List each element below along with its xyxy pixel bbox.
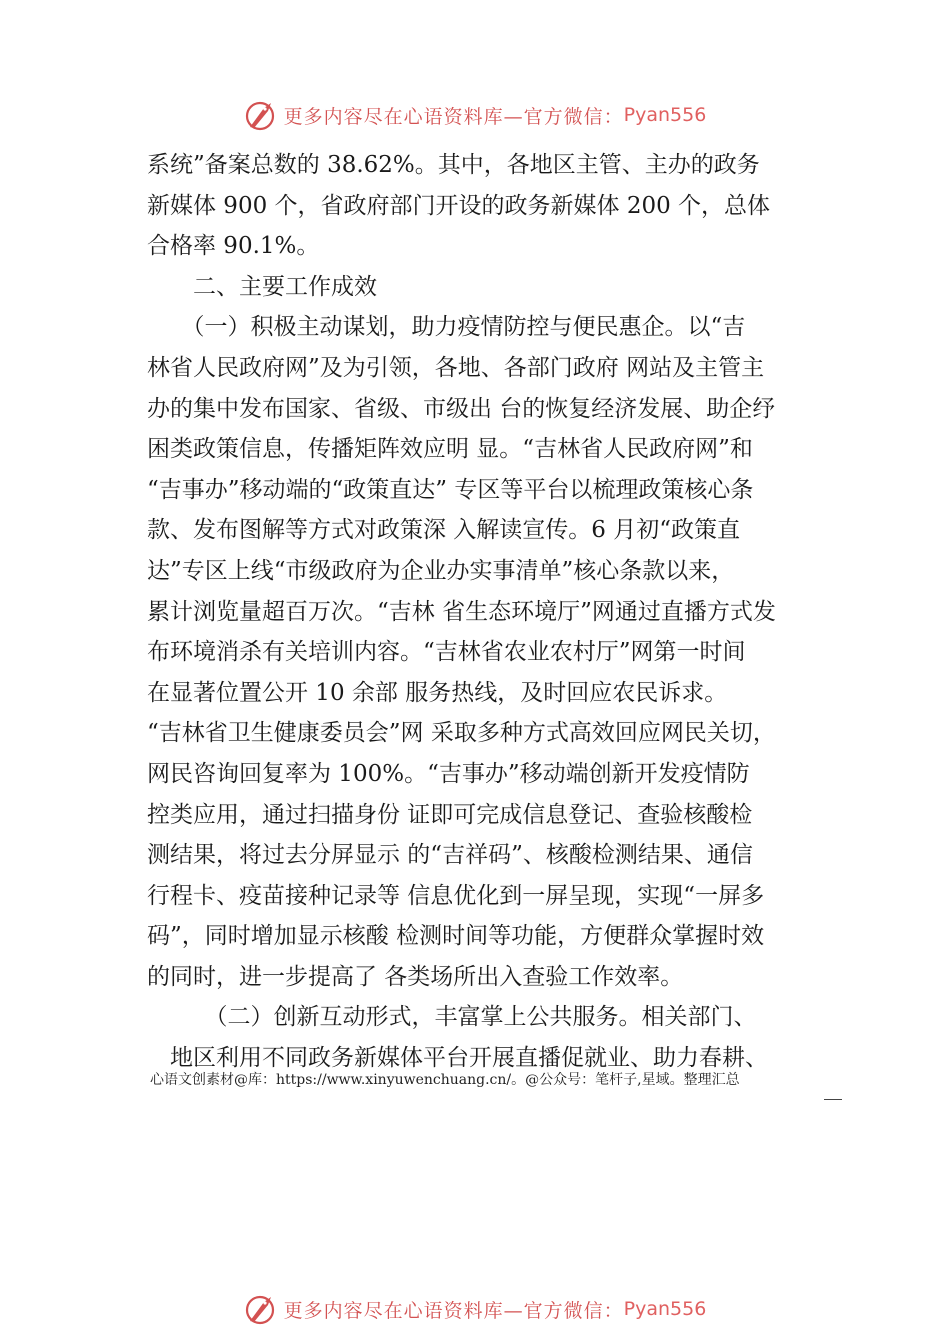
header-banner xyxy=(0,95,950,135)
footer-rule xyxy=(824,1099,842,1100)
text-line: 新媒体 900 个，省政府部门开设的政务新媒体 200 个，总体 xyxy=(147,192,771,219)
text-line: 累计浏览量超百万次。“吉林 省生态环境厅”网通过直播方式发 xyxy=(147,598,776,625)
text-line: 在显著位置公开 10 余部 服务热线，及时回应农民诉求。 xyxy=(147,679,728,706)
banner-text: 更多内容尽在心语资料库—官方微信： xyxy=(283,1299,624,1322)
footer-banner xyxy=(0,1289,950,1329)
text-line: 地区利用不同政务新媒体平台开展直播促就业、助力春耕、 xyxy=(147,1045,768,1072)
text-line: 网民咨询回复率为 100%。“吉事办”移动端创新开发疫情防 xyxy=(147,760,750,787)
text-line: 二、主要工作成效 xyxy=(147,273,377,300)
text-line: 款、发布图解等方式对政策深 入解读宣传。6 月初“政策直 xyxy=(147,517,741,544)
text-line: 控类应用，通过扫描身份 证即可完成信息登记、查验核酸检 xyxy=(147,801,753,828)
text-line: 办的集中发布国家、省级、市级出 台的恢复经济发展、助企纾 xyxy=(147,395,776,422)
text-line: 码”，同时增加显示核酸 检测时间等功能，方便群众掌握时效 xyxy=(147,923,765,950)
wechat-id: Pyan556 xyxy=(623,104,707,126)
text-line: （二）创新互动形式，丰富掌上公共服务。相关部门、 xyxy=(147,1004,757,1031)
text-line: “吉林省卫生健康委员会”网 采取多种方式高效回应网民关切， xyxy=(147,720,776,747)
text-line: 合格率 90.1%。 xyxy=(147,233,320,260)
text-line: “吉事办”移动端的“政策直达” 专区等平台以梳理政策核心条 xyxy=(147,476,754,503)
wechat-id: Pyan556 xyxy=(623,1298,707,1320)
document-body xyxy=(147,145,827,1079)
banner-text: 更多内容尽在心语资料库—官方微信： xyxy=(283,105,624,128)
text-line: 达”专区上线“市级政府为企业办实事清单”核心条款以来， xyxy=(147,557,735,584)
pen-nib-logo-icon xyxy=(244,98,278,132)
pen-nib-logo-icon xyxy=(244,1292,278,1326)
footer-note: 心语文创素材@库：https://www.xinyuwenchuang.cn/。@公众号：笔杆子,星域。整理汇总 xyxy=(150,1072,740,1088)
text-line: 林省人民政府网”及为引领，各地、各部门政府 网站及主管主 xyxy=(147,354,765,381)
text-line: 测结果，将过去分屏显示 的“吉祥码”、核酸检测结果、通信 xyxy=(147,842,753,869)
text-line: （一）积极主动谋划，助力疫情防控与便民惠企。以“吉 xyxy=(147,314,746,341)
text-line: 系统”备案总数的 38.62%。其中，各地区主管、主办的政务 xyxy=(147,152,760,178)
text-line: 行程卡、疫苗接种记录等 信息优化到一屏呈现，实现“一屏多 xyxy=(147,882,765,909)
text-line: 的同时，进一步提高了 各类场所出入查验工作效率。 xyxy=(147,963,684,990)
text-line: 布环境消杀有关培训内容。“吉林省农业农村厅”网第一时间 xyxy=(147,639,746,666)
text-line: 困类政策信息，传播矩阵效应明 显。“吉林省人民政府网”和 xyxy=(147,436,753,463)
